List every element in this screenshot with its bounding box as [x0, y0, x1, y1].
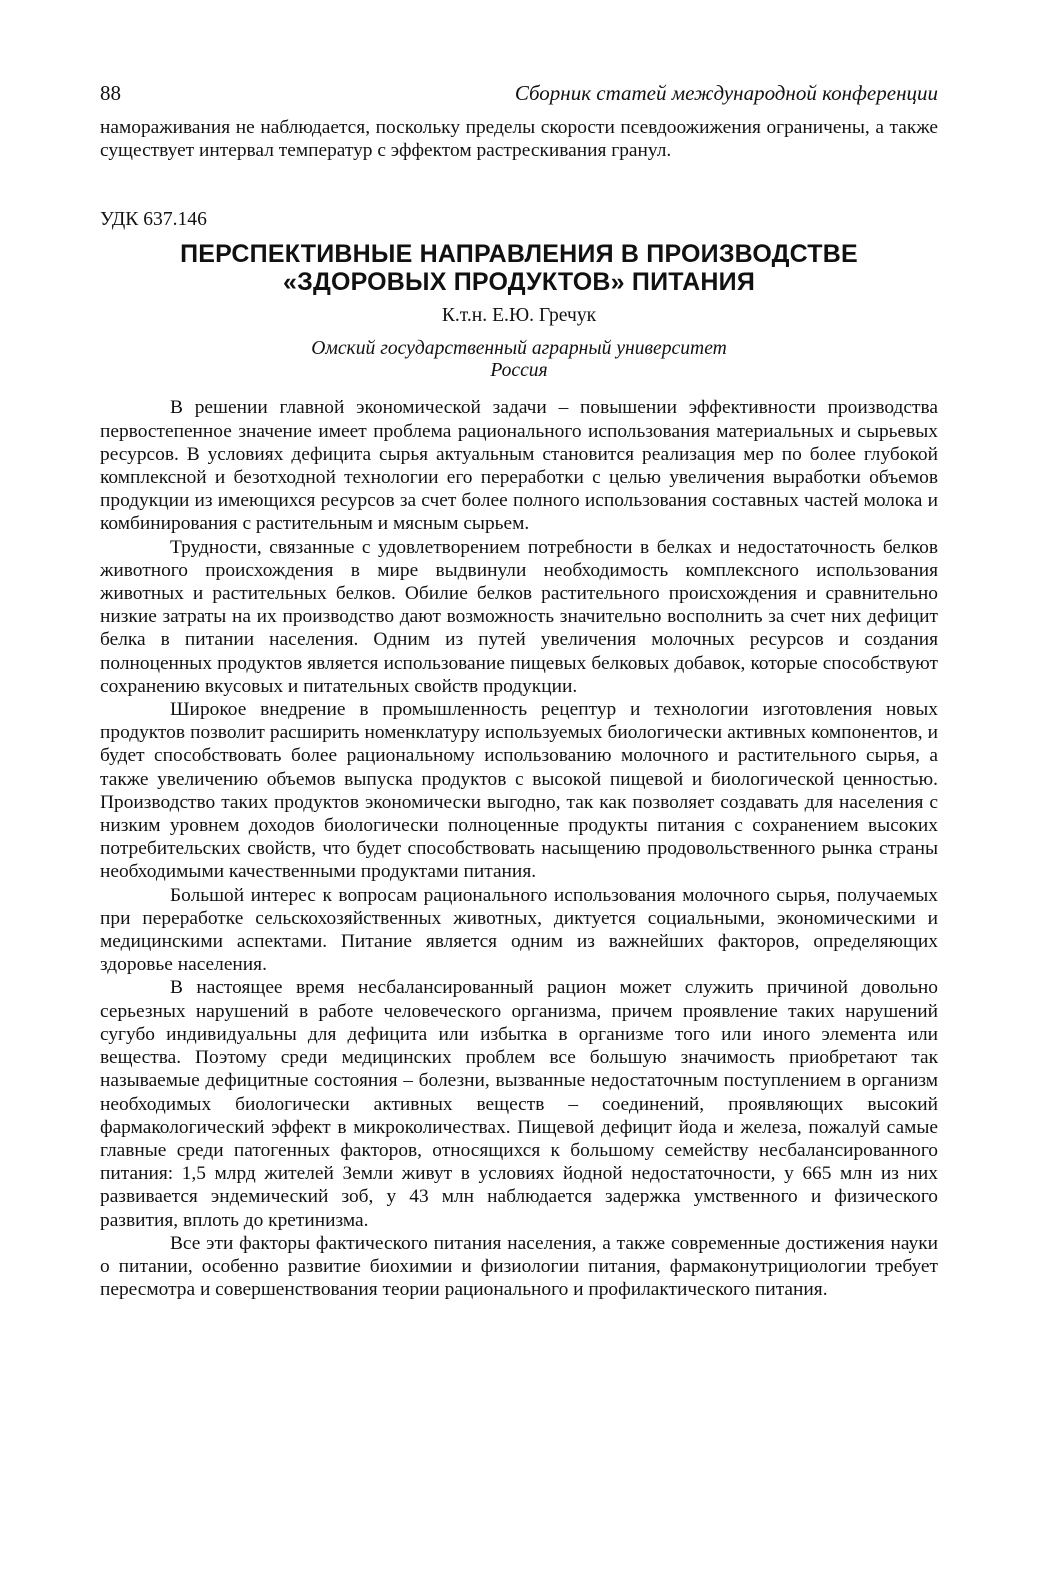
- running-title: Сборник статей международной конференции: [514, 81, 938, 105]
- udk-code: УДК 637.146: [100, 209, 207, 231]
- body-paragraph: Все эти факторы фактического питания населения, а также современные достижения науки о питании, особенно развитие биохимии и физиологии питания, фармаконутрициологии требует пересмотра и совершенствования теории рационального и профилактического питания.: [100, 1232, 938, 1301]
- article-body: [100, 396, 938, 1301]
- article-title-line-2: «ЗДОРОВЫХ ПРОДУКТОВ» ПИТАНИЯ: [282, 268, 756, 297]
- body-paragraph: Широкое внедрение в промышленность рецептур и технологии изготовления новых продуктов позволит расширить номенклатуру используемых биологически активных компонентов, и будет способствовать более рациональному использованию молочного и растительного сырья, а также увеличению объемов выпуска продуктов с высокой пищевой и биологической ценностью. Производство таких продуктов экономически выгодно, так как позволяет создавать для населения с низким уровнем доходов биологически полноценные продукты питания с сохранением высоких потребительских свойств, что будет способствовать насыщению продовольственного рынка страны необходимыми качественными продуктами питания.: [100, 699, 938, 883]
- body-paragraph: Большой интерес к вопросам рационального использования молочного сырья, получаемых при переработке сельскохозяйственных животных, диктуется социальными, экономическими и медицинскими аспектами. Питание является одним из важнейших факторов, определяющих здоровье населения.: [100, 884, 938, 976]
- affiliation: Омский государственный аграрный университет: [311, 338, 727, 360]
- author: К.т.н. Е.Ю. Гречук: [441, 305, 597, 327]
- running-head: [100, 80, 938, 106]
- document-page: [100, 80, 938, 1301]
- article-title: [100, 240, 938, 296]
- country: Россия: [490, 360, 548, 382]
- article-title-line-1: ПЕРСПЕКТИВНЫЕ НАПРАВЛЕНИЯ В ПРОИЗВОДСТВЕ: [180, 240, 858, 269]
- body-paragraph: В решении главной экономической задачи – повышении эффективности производства первостепенное значение имеет проблема рационального использования материальных и сырьевых ресурсов. В условиях дефицита сырья актуальным становится реализация мер по более глубокой комплексной и безотходной технологии его переработки с целью увеличения выработки объемов продукции из имеющихся ресурсов за счет более полного использования составных частей молока и комбинирования с растительным и мясным сырьем.: [100, 397, 938, 535]
- page-number: 88: [100, 81, 121, 105]
- body-paragraph: Трудности, связанные с удовлетворением потребности в белках и недостаточность белков животного происхождения в мире выдвинули необходимость комплексного использования животных и растительных белков. Обилие белков растительного происхождения и сравнительно низкие затраты на их производство дают возможность значительно восполнить за счет них дефицит белка в питании населения. Одним из путей увеличения молочных ресурсов и создания полноценных продуктов является использование пищевых белковых добавок, которые способствуют сохранению вкусовых и питательных свойств продукции.: [100, 536, 938, 697]
- intro-paragraph: намораживания не наблюдается, поскольку пределы скорости псевдоожижения ограничены, а также существует интервал температур с эффектом растрескивания гранул.: [100, 117, 938, 162]
- body-paragraph: В настоящее время несбалансированный рацион может служить причиной довольно серьезных нарушений в работе человеческого организма, причем проявление таких нарушений сугубо индивидуальны для дефицита или избытка в организме того или иного элемента или вещества. Поэтому среди медицинских проблем все большую значимость приобретают так называемые дефицитные состояния – болезни, вызванные недостаточным поступлением в организм необходимых биологически активных веществ – соединений, проявляющих высокий фармакологический эффект в микроколичествах. Пищевой дефицит йода и железа, пожалуй самые главные среди патогенных факторов, относящихся к большому семейству несбалансированного питания: 1,5 млрд жителей Земли живут в условиях йодной недостаточности, у 665 млн из них развивается эндемический зоб, у 43 млн наблюдается задержка умственного и физического развития, вплоть до кретинизма.: [100, 977, 938, 1231]
